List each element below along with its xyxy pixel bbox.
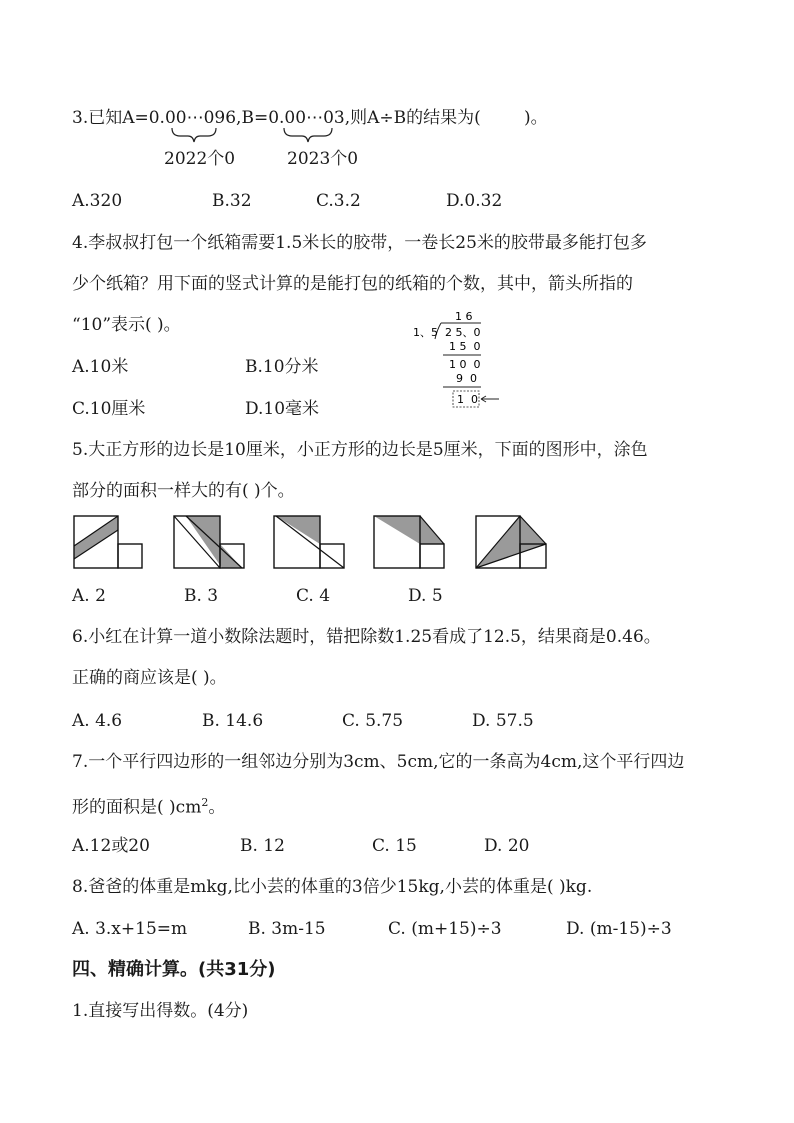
q6-option-d[interactable]: D. 57.5 [472, 711, 534, 731]
q7-option-d[interactable]: D. 20 [484, 836, 530, 856]
q8-line-1: 8.爸爸的体重是mkg,比小芸的体重的3倍少15kg,小芸的体重是( )kg. [72, 877, 593, 897]
q7-line-1: 7.一个平行四边形的一组邻边分别为3cm、5cm,它的一条高为4cm,这个平行四边 [72, 752, 685, 772]
q4-option-a[interactable]: A.10米 [72, 357, 129, 377]
q7-option-b[interactable]: B. 12 [240, 836, 285, 856]
q4-option-d[interactable]: D.10毫米 [245, 399, 320, 419]
section-4-subquestion-1: 1.直接写出得数。(4分) [72, 1001, 249, 1021]
q3-brace-b [284, 128, 332, 142]
division-remainder: 1 0 [457, 393, 478, 406]
division-step-3: 9 0 [449, 372, 477, 385]
section-4-title: 四、精确计算。(共31分) [72, 959, 276, 980]
q6-line-1: 6.小红在计算一道小数除法题时，错把除数1.25看成了12.5，结果商是0.46。 [72, 627, 661, 647]
division-quotient: 1 6 [455, 310, 473, 323]
q5-option-a[interactable]: A. 2 [72, 586, 106, 606]
q6-line-2: 正确的商应该是( )。 [72, 668, 227, 688]
q5-line-1: 5.大正方形的边长是10厘米，小正方形的边长是5厘米，下面的图形中，涂色 [72, 440, 648, 460]
q4-line-3: “10”表示( )。 [72, 315, 181, 335]
q7-unit-exponent: 2 [201, 796, 209, 809]
q5-line-2: 部分的面积一样大的有( )个。 [72, 481, 295, 501]
q8-option-a[interactable]: A. 3.x+15=m [72, 919, 188, 939]
division-step-2: 1 0 0 [449, 358, 481, 371]
q3-option-a[interactable]: A.320 [72, 191, 123, 211]
q3-option-b[interactable]: B.32 [212, 191, 252, 211]
q3-brace-b-label: 2023个0 [287, 149, 359, 169]
q5-figure-4-shade [374, 516, 444, 544]
q8-option-d[interactable]: D. (m-15)÷3 [566, 919, 672, 939]
q3-option-d[interactable]: D.0.32 [446, 191, 503, 211]
q7-line-2-text: 形的面积是( )cm [72, 797, 202, 818]
q6-option-c[interactable]: C. 5.75 [342, 711, 404, 731]
q5-figure-3-shade [276, 516, 320, 544]
q4-line-2: 少个纸箱？用下面的竖式计算的是能打包的纸箱的个数，其中，箭头所指的 [72, 274, 633, 294]
q3-stem-post: )。 [523, 108, 548, 128]
q3-option-c[interactable]: C.3.2 [316, 191, 361, 211]
q3-stem-pre: 3.已知A=0. [72, 108, 165, 128]
division-step-1: 1 5 0 [449, 340, 481, 353]
division-divisor: 1、5 [413, 326, 438, 339]
q7-option-c[interactable]: C. 15 [372, 836, 417, 856]
q7-line-2 [72, 792, 225, 819]
q5-figure-4 [374, 516, 444, 568]
q3-a-mid: ⋯096,B=0. [186, 108, 285, 128]
q4-option-b[interactable]: B.10分米 [245, 357, 319, 377]
q3-braces [0, 0, 794, 160]
q5-option-c[interactable]: C. 4 [296, 586, 331, 606]
q5-option-b[interactable]: B. 3 [184, 586, 219, 606]
q5-figure-1 [74, 516, 142, 568]
q5-option-d[interactable]: D. 5 [408, 586, 443, 606]
q6-option-b[interactable]: B. 14.6 [202, 711, 264, 731]
q5-figures [70, 512, 560, 572]
q5-figure-1-shade [74, 516, 118, 559]
q5-figure-5-shade [476, 516, 546, 568]
q8-option-c[interactable]: C. (m+15)÷3 [388, 919, 502, 939]
q5-figure-2 [174, 516, 244, 568]
q5-figure-3 [274, 516, 344, 568]
division-dividend: 2 5、0 [445, 326, 481, 339]
q3-a-zeros: 00 [164, 108, 187, 128]
q3-brace-a [172, 128, 216, 142]
q5-figure-5 [476, 516, 546, 568]
q4-line-1: 4.李叔叔打包一个纸箱需要1.5米长的胶带，一卷长25米的胶带最多能打包多 [72, 233, 647, 253]
q6-option-a[interactable]: A. 4.6 [72, 711, 123, 731]
q8-option-b[interactable]: B. 3m-15 [248, 919, 326, 939]
q4-option-c[interactable]: C.10厘米 [72, 399, 146, 419]
q3-b-mid: ⋯03,则A÷B的结果为( [306, 108, 481, 128]
q7-line-2-end: 。 [208, 797, 226, 818]
q7-option-a[interactable]: A.12或20 [72, 836, 150, 856]
q3-brace-a-label: 2022个0 [164, 149, 236, 169]
q3-b-zeros: 00 [284, 108, 307, 128]
long-division-diagram [405, 308, 515, 412]
